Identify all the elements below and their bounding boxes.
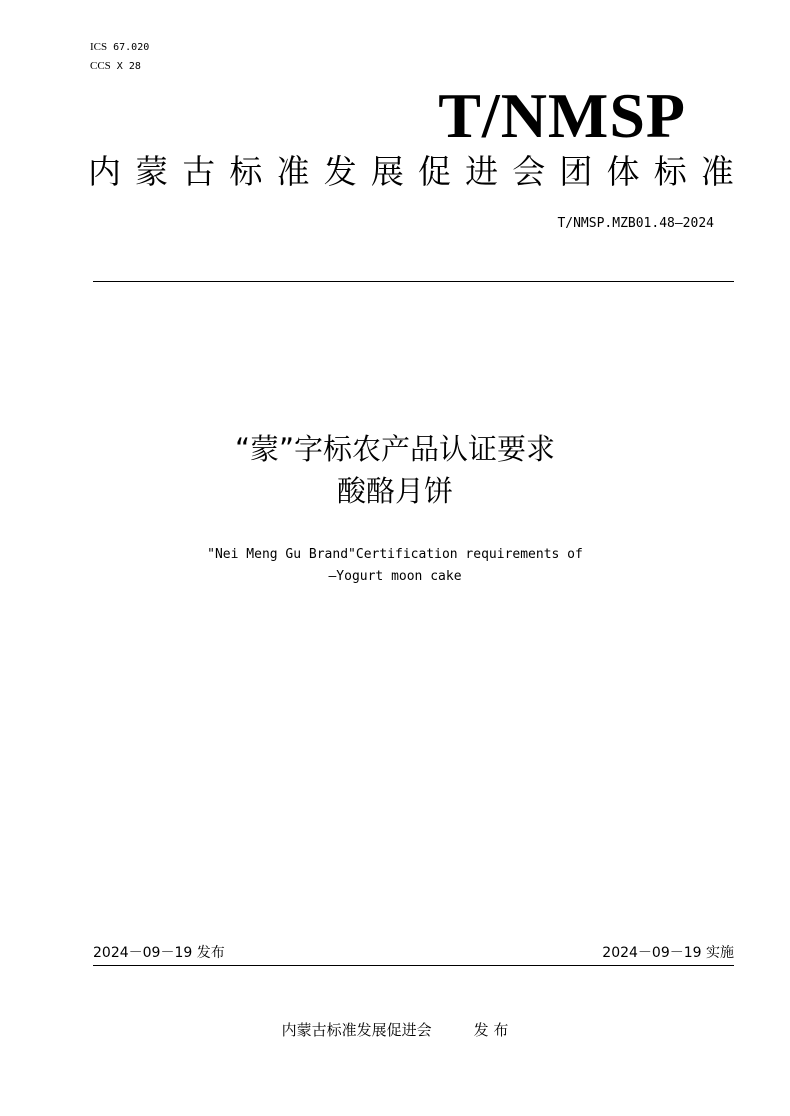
- publisher-name: 内蒙古标准发展促进会: [281, 1021, 432, 1039]
- ccs-row: [90, 57, 149, 76]
- bottom-divider: [93, 965, 734, 966]
- ics-label: ICS: [90, 41, 108, 53]
- org-heading-char: 体: [606, 152, 640, 191]
- chinese-title: [0, 428, 790, 512]
- ccs-code: X 28: [116, 61, 141, 72]
- top-divider: [93, 281, 734, 282]
- english-title-line1: "Nei Meng Gu Brand"Certification requirements of: [207, 547, 583, 562]
- organization-heading: [88, 150, 734, 194]
- org-heading-char: 古: [182, 152, 216, 191]
- chinese-title-line2: 酸酪月饼: [336, 474, 453, 508]
- english-title: [0, 544, 790, 588]
- implementation-date: 2024－09－19 实施: [602, 945, 734, 961]
- org-heading-char: 内: [88, 152, 121, 191]
- classification-codes: [90, 38, 149, 76]
- org-heading-char: 准: [276, 152, 310, 191]
- publisher-action: 发 布: [473, 1021, 509, 1039]
- publish-date: 2024－09－19 发布: [93, 945, 225, 961]
- standard-number: T/NMSP.MZB01.48—2024: [557, 216, 714, 231]
- ics-code: 67.020: [113, 42, 150, 53]
- org-heading-char: 展: [370, 152, 404, 191]
- org-heading-char: 促: [417, 152, 451, 191]
- org-heading-char: 进: [465, 152, 499, 191]
- standard-logo: T/NMSP: [438, 80, 686, 151]
- org-heading-char: 发: [323, 152, 357, 191]
- org-heading-char: 蒙: [135, 152, 169, 191]
- ccs-label: CCS: [90, 60, 111, 72]
- org-heading-char: 会: [512, 152, 546, 191]
- org-heading-char: 标: [653, 152, 687, 191]
- org-heading-char: 标: [229, 152, 263, 191]
- publisher-line: [0, 1019, 790, 1040]
- english-title-line2: —Yogurt moon cake: [328, 569, 462, 584]
- org-heading-char: 准: [700, 152, 734, 191]
- ics-row: [90, 38, 149, 57]
- org-heading-char: 团: [559, 152, 593, 191]
- chinese-title-line1: “蒙”字标农产品认证要求: [234, 432, 556, 466]
